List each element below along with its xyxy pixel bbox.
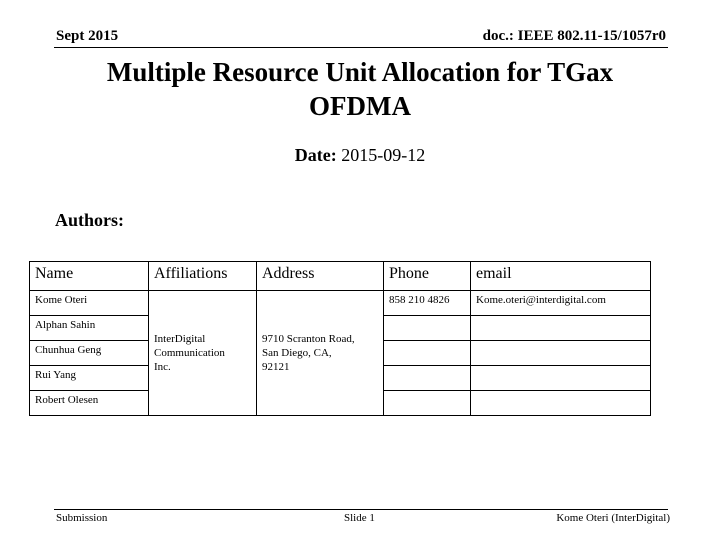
- author-name: Rui Yang: [30, 366, 149, 391]
- affiliation-line: Inc.: [154, 361, 171, 373]
- authors-heading: Authors:: [55, 210, 125, 230]
- header-date: Sept 2015: [56, 28, 119, 44]
- table-row: [30, 291, 651, 316]
- slide-title: [60, 55, 660, 123]
- date-label: Date:: [294, 145, 337, 165]
- author-phone: [384, 316, 471, 341]
- date-line: [0, 145, 720, 166]
- address-line: 92121: [262, 361, 290, 373]
- author-phone: 858 210 4826: [384, 291, 471, 316]
- authors-table: [29, 261, 651, 416]
- table-header-row: [30, 262, 651, 291]
- address-line: 9710 Scranton Road,: [262, 333, 355, 345]
- column-header-name: Name: [30, 262, 149, 291]
- slide-title-line-2: OFDMA: [309, 91, 411, 121]
- author-email: [471, 316, 651, 341]
- author-name: Chunhua Geng: [30, 341, 149, 366]
- header-divider: [54, 47, 668, 48]
- footer-author: Kome Oteri (InterDigital): [556, 512, 670, 524]
- slide-title-line-1: Multiple Resource Unit Allocation for TGax: [106, 57, 614, 87]
- affiliation-line: Communication: [154, 347, 225, 359]
- author-email: [471, 391, 651, 416]
- author-name: Kome Oteri: [30, 291, 149, 316]
- author-email: [471, 366, 651, 391]
- column-header-affiliations: Affiliations: [149, 262, 257, 291]
- author-email: [471, 341, 651, 366]
- affiliation-cell: [149, 291, 257, 416]
- column-header-address: Address: [257, 262, 384, 291]
- author-name: Alphan Sahin: [30, 316, 149, 341]
- footer-slide-number: Slide 1: [344, 512, 375, 524]
- header-doc-id: doc.: IEEE 802.11-15/1057r0: [482, 28, 666, 44]
- footer-submission: Submission: [56, 512, 108, 524]
- author-name: Robert Olesen: [30, 391, 149, 416]
- date-value: 2015-09-12: [341, 145, 426, 165]
- column-header-email: email: [471, 262, 651, 291]
- footer-divider: [54, 509, 668, 510]
- author-phone: [384, 366, 471, 391]
- author-email: Kome.oteri@interdigital.com: [471, 291, 651, 316]
- address-line: San Diego, CA,: [262, 347, 332, 359]
- address-cell: [257, 291, 384, 416]
- author-phone: [384, 341, 471, 366]
- affiliation-line: InterDigital: [154, 333, 206, 345]
- author-phone: [384, 391, 471, 416]
- column-header-phone: Phone: [384, 262, 471, 291]
